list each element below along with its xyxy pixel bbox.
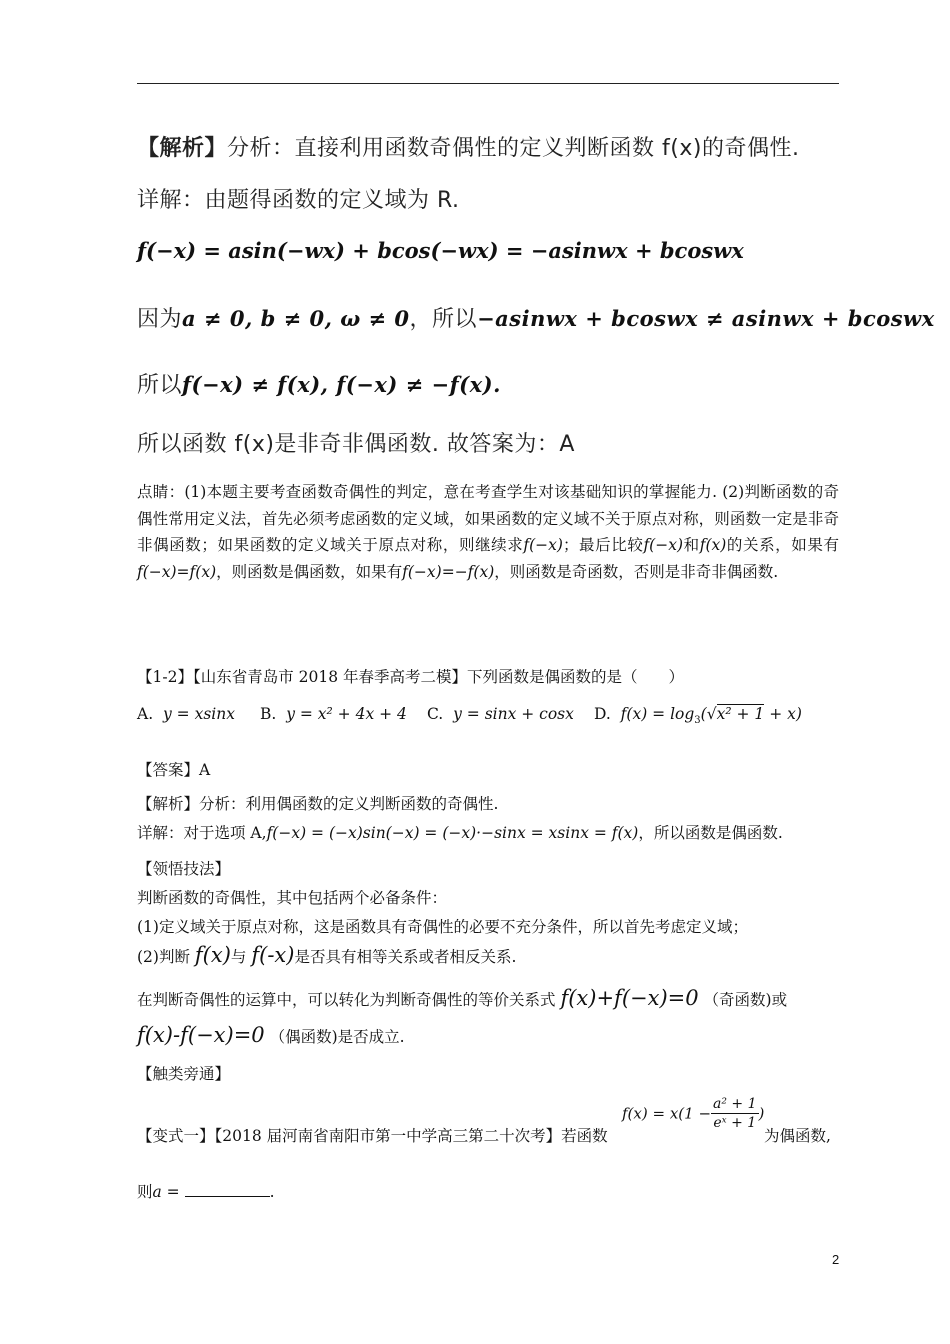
comment-text-1: 点睛：(1)本题主要考查函数奇偶性的判定，意在考查学生对该基础知识的掌握能力. (2)判断函数的奇偶性常用定义法，首先必须考虑函数的定义域，如果函数的定义域不关于原点对称，则函数一定是非奇非偶函数；如果函数的定义域关于原点对称，则继续求 [137, 483, 839, 554]
option-d-label: D. [594, 705, 611, 723]
comment-text-2: ；最后比较 [562, 536, 644, 554]
option-d-radicand: x² + 1 [716, 705, 765, 723]
option-b-label: B. [260, 705, 277, 723]
comment-math-3: f(x) [699, 536, 727, 554]
option-a-math: y = xsinx [162, 705, 235, 723]
technique-l4-post: （奇函数)或 [703, 991, 788, 1009]
comment-math-5: f(−x)=−f(x) [402, 562, 495, 581]
option-c-math: y = sinx + cosx [453, 705, 574, 723]
page-number: 2 [832, 1252, 840, 1267]
option-d-math: f(x) = log [620, 705, 695, 723]
variant-f-pre: f(x) = x(1 − [622, 1104, 712, 1123]
variant-then: 则 [137, 1183, 153, 1201]
detail-math: f(−x) = (−x)sin(−x) = (−x)·−sinx = xsinx = f(x) [266, 824, 639, 842]
technique-line-3 [137, 943, 516, 969]
technique-l3-math-2: f(-x) [251, 943, 295, 967]
analysis-line-4 [137, 302, 935, 333]
analysis2-line [137, 792, 498, 816]
detail-prefix: 详解：对于选项 A, [137, 824, 267, 842]
technique-line-2: (1)定义域关于原点对称，这是函数具有奇偶性的必要不充分条件，所以首先考虑定义域； [137, 918, 748, 936]
technique-l5-post: （偶函数)是否成立. [269, 1028, 405, 1046]
variant-fraction [711, 1095, 759, 1132]
answer-line [137, 758, 210, 782]
technique-l3-mid: 与 [230, 948, 247, 966]
comment-paragraph [137, 479, 839, 585]
result-formula: f(−x) ≠ f(x), f(−x) ≠ −f(x). [182, 372, 501, 397]
technique-l3-pre: (2)判断 [137, 948, 190, 966]
technique-l3-math-1: f(x) [194, 943, 231, 967]
analysis-text: 分析：直接利用函数奇偶性的定义判断函数 f(x)的奇偶性. [227, 136, 800, 161]
variant-a-eq: a = [152, 1183, 180, 1201]
option-b [260, 702, 407, 726]
fraction-denominator: eˣ + 1 [713, 1115, 757, 1131]
inequality-formula: −asinwx + bcoswx ≠ asinwx + bcoswx [477, 306, 935, 331]
analysis-conclusion: 所以函数 f(x)是非奇非偶函数. 故答案为：A [137, 432, 575, 457]
variant-period: . [269, 1183, 275, 1201]
related-label: 【触类旁通】 [137, 1065, 231, 1083]
analysis-line-5 [137, 368, 501, 399]
detail-suffix: ，所以函数是偶函数. [638, 824, 783, 842]
answer-label: 【答案】 [137, 761, 200, 779]
variant-text: 【变式一】【2018 届河南省南阳市第一中学高三第二十次考】若函数 [137, 1127, 608, 1145]
technique-label: 【领悟技法】 [137, 860, 231, 878]
technique-l4-math: f(x)+f(−x)=0 [560, 986, 699, 1010]
comment-text-4: 的关系，如果有 [726, 536, 839, 554]
comment-text-6: ，则函数是奇函数，否则是非奇非偶函数. [494, 562, 779, 581]
sqrt-sign: √ [706, 705, 717, 723]
fraction-numerator: a² + 1 [713, 1096, 757, 1112]
option-a-label: A. [137, 705, 154, 723]
technique-l5-math: f(x)-f(−x)=0 [137, 1023, 265, 1047]
technique-l3-post: 是否具有相等关系或者相反关系. [294, 948, 517, 966]
so-text: 所以 [137, 373, 183, 398]
comment-text-5: ，则函数是偶函数，如果有 [216, 562, 403, 581]
comment-text-3: 和 [683, 536, 700, 554]
analysis-formula-1: f(−x) = asin(−wx) + bcos(−wx) = −asinwx + bcoswx [137, 238, 744, 263]
option-c [427, 702, 574, 726]
option-c-label: C. [427, 705, 444, 723]
answer-value: A [199, 761, 211, 779]
option-d-log-base: 3 [694, 715, 701, 727]
analysis-line-2: 详解：由题得函数的定义域为 R. [137, 188, 460, 213]
option-d [594, 702, 802, 733]
analysis2-detail [137, 821, 783, 845]
comment-math-2: f(−x) [643, 536, 683, 554]
option-a [137, 702, 235, 726]
analysis2-label: 【解析】 [137, 795, 200, 813]
header-rule [137, 83, 839, 84]
question-1-2-title: 【1-2】【山东省青岛市 2018 年春季高考二模】下列函数是偶函数的是（ ） [137, 668, 685, 686]
variant-blank-line [137, 1180, 275, 1204]
variant-f-post: ) [758, 1104, 765, 1123]
analysis-label: 【解析】 [137, 136, 228, 161]
because-text: 因为 [137, 307, 183, 332]
option-d-open: ( [700, 705, 707, 723]
option-b-math: y = x² + 4x + 4 [286, 705, 407, 723]
analysis-line-1 [137, 131, 799, 162]
comment-math-1: f(−x) [523, 536, 563, 554]
analysis2-text: 分析：利用偶函数的定义判断函数的奇偶性. [199, 795, 499, 813]
technique-line-5 [137, 1023, 405, 1049]
technique-line-4 [137, 986, 787, 1012]
condition-formula: a ≠ 0, b ≠ 0, ω ≠ 0 [182, 306, 410, 331]
variant-function [622, 1095, 764, 1132]
option-d-close: + x) [764, 705, 802, 723]
comment-math-4: f(−x)=f(x) [137, 562, 217, 581]
technique-line-1: 判断函数的奇偶性，其中包括两个必备条件： [137, 889, 448, 907]
answer-blank[interactable] [185, 1182, 270, 1197]
therefore-text: ，所以 [409, 307, 478, 332]
variant-even-text: 为偶函数, [764, 1127, 831, 1145]
technique-l4-pre: 在判断奇偶性的运算中，可以转化为判断奇偶性的等价关系式 [137, 991, 556, 1009]
